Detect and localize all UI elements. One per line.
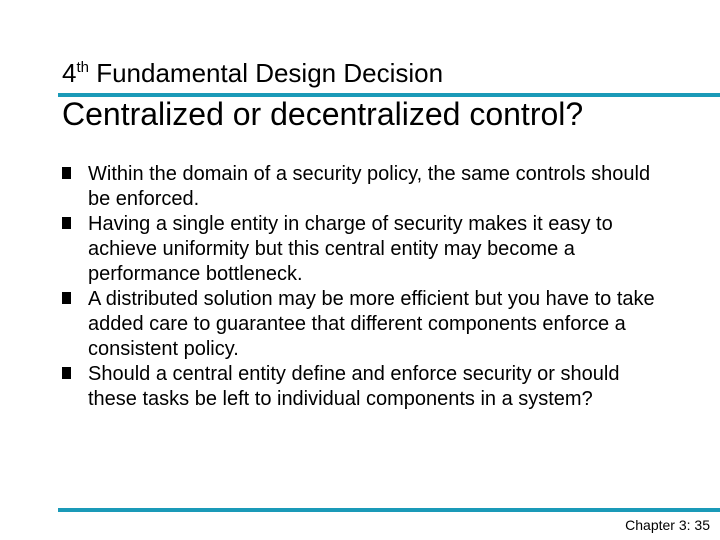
bullet-item bbox=[62, 362, 672, 412]
slide-subtitle bbox=[62, 56, 443, 95]
bullet-text: A distributed solution may be more efficient but you have to take added care to guarantee that different components enforce a consistent policy. bbox=[88, 288, 655, 360]
bullet-item bbox=[62, 212, 672, 287]
title-prefix: 4 bbox=[62, 58, 77, 88]
bullet-text: Within the domain of a security policy, the same controls should be enforced. bbox=[88, 163, 651, 210]
slide-footer: Chapter 3: 35 bbox=[625, 517, 710, 533]
square-bullet-icon bbox=[62, 217, 71, 229]
slide-title: Centralized or decentralized control? bbox=[62, 96, 584, 132]
square-bullet-icon bbox=[62, 292, 71, 304]
bottom-divider bbox=[58, 508, 720, 512]
bullet-item bbox=[62, 162, 672, 212]
title-superscript: th bbox=[76, 59, 89, 76]
bullet-list bbox=[62, 162, 672, 412]
square-bullet-icon bbox=[62, 167, 71, 179]
square-bullet-icon bbox=[62, 367, 71, 379]
title-line1-text: Fundamental Design Decision bbox=[88, 58, 444, 88]
bullet-item bbox=[62, 287, 672, 362]
bullet-text: Having a single entity in charge of security makes it easy to achieve uniformity but this central entity may become a performance bottleneck. bbox=[88, 213, 613, 285]
bullet-text: Should a central entity define and enforce security or should these tasks be left to individual components in a system? bbox=[88, 363, 620, 410]
